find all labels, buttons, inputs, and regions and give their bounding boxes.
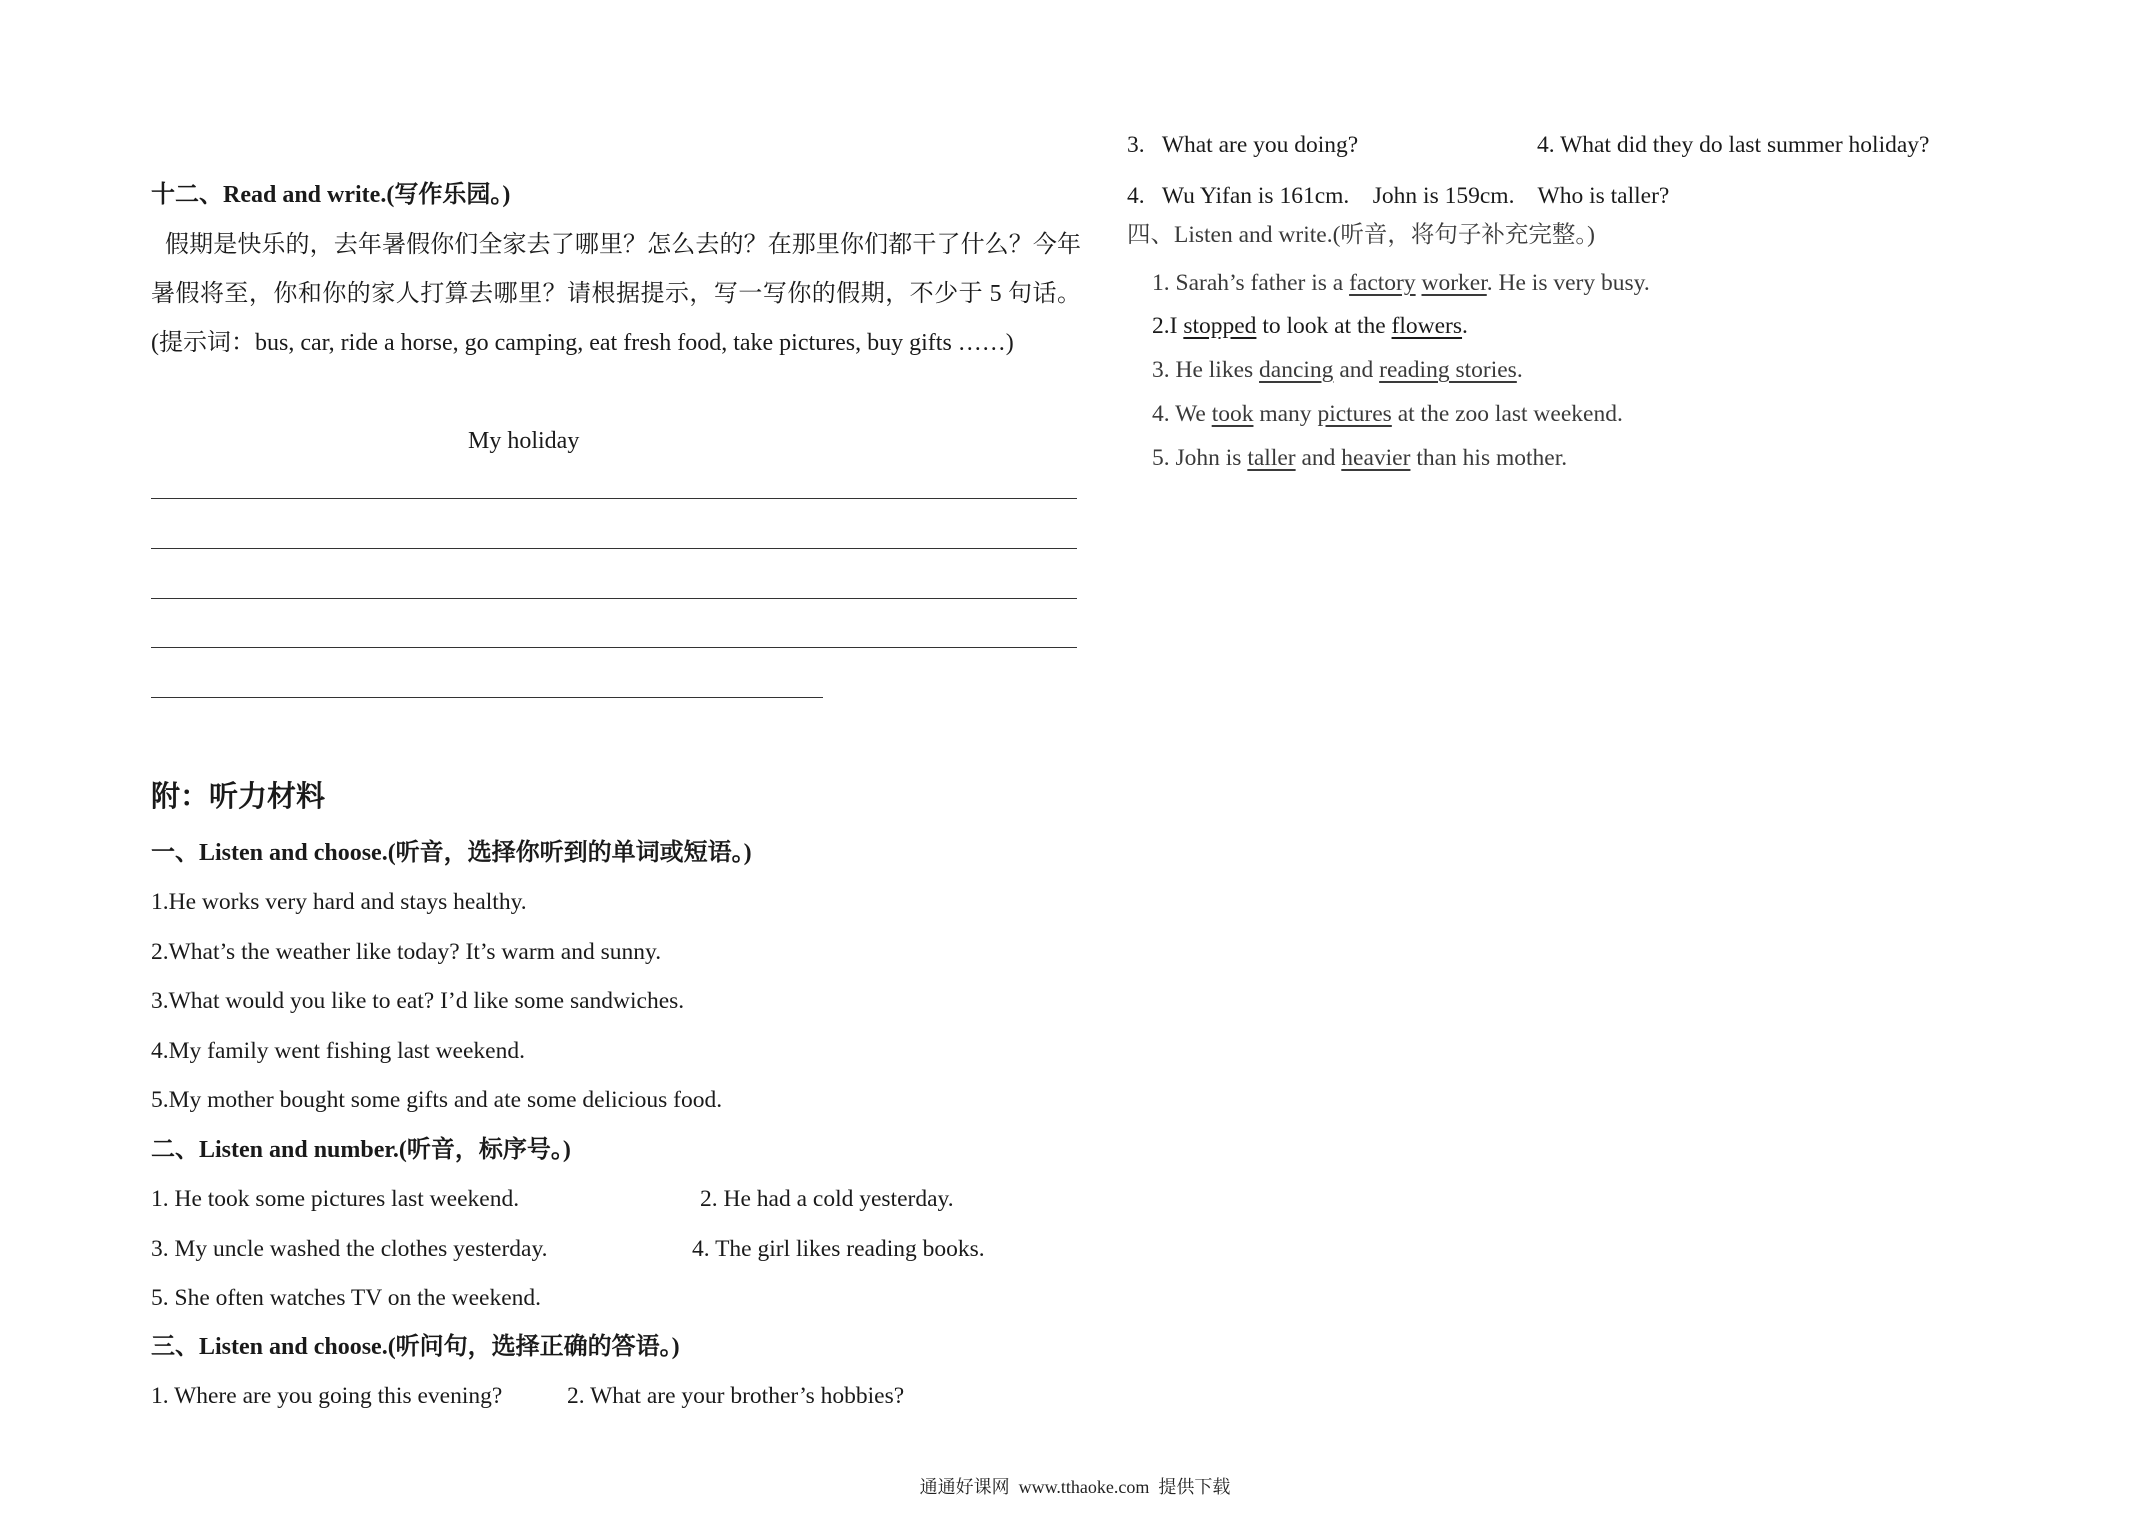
list-item: 4. Wu Yifan is 161cm. John is 159cm. Who is taller?	[1127, 183, 1670, 209]
sentence-text: than his mother.	[1410, 445, 1568, 471]
writing-line-5[interactable]	[151, 697, 823, 698]
list-item: 2.What’s the weather like today? It’s warm and sunny.	[151, 939, 662, 965]
fill-sentence-5	[1152, 443, 1567, 473]
writing-line-2[interactable]	[151, 548, 1077, 549]
appendix-title: 附：听力材料	[151, 779, 326, 813]
sentence-text: and	[1333, 357, 1380, 383]
answer-blank: reading stories	[1379, 357, 1517, 383]
answer-blank: factory	[1349, 270, 1416, 296]
section-12-title: 十二、Read and write.(写作乐园。)	[151, 182, 511, 208]
sentence-text: 5. John is	[1152, 445, 1248, 471]
answer-blank: stopped	[1183, 313, 1257, 339]
answer-blank: dancing	[1259, 357, 1334, 383]
page-footer: 通通好课网 www.tthaoke.com 提供下载	[919, 1477, 1231, 1497]
list-item: 2. He had a cold yesterday.	[700, 1186, 954, 1212]
answer-blank: worker	[1421, 270, 1487, 296]
writing-line-4[interactable]	[151, 647, 1077, 648]
sentence-text: .	[1462, 313, 1468, 339]
list-item: 4. What did they do last summer holiday?	[1537, 132, 1930, 158]
answer-blank: flowers	[1391, 313, 1463, 339]
list-item: 3. My uncle washed the clothes yesterday.	[151, 1236, 548, 1262]
sentence-text: 4. We	[1152, 401, 1212, 427]
writing-line-1[interactable]	[151, 498, 1077, 499]
fill-sentence-1	[1152, 268, 1650, 298]
list-item: 1. Where are you going this evening?	[151, 1383, 503, 1409]
list-item: 4. The girl likes reading books.	[692, 1236, 985, 1262]
sentence-text: .	[1516, 357, 1523, 383]
fill-sentence-2	[1152, 311, 1468, 341]
answer-blank: heavier	[1341, 445, 1411, 471]
sentence-text: at the zoo last weekend.	[1391, 401, 1623, 427]
listening-section-2-title: 二、Listen and number.(听音，标序号。)	[151, 1137, 571, 1163]
sentence-text: 3. He likes	[1152, 357, 1260, 383]
answer-blank: pictures	[1317, 401, 1392, 427]
sentence-text: to look at the	[1256, 313, 1392, 339]
fill-sentence-4	[1152, 399, 1623, 429]
list-item: 2. What are your brother’s hobbies?	[567, 1383, 905, 1409]
writing-line-3[interactable]	[151, 598, 1077, 599]
sentence-text: . He is very busy.	[1486, 270, 1650, 296]
list-item: 1. He took some pictures last weekend.	[151, 1186, 520, 1212]
list-item: 3.What would you like to eat? I’d like some sandwiches.	[151, 988, 685, 1014]
writing-prompt: 假期是快乐的，去年暑假你们全家去了哪里？怎么去的？在那里你们都干了什么？今年暑假将至，你和你的家人打算去哪里？请根据提示，写一写你的假期，不少于 5 句话。(提示词：bus, car, ride a horse, go camping, eat fresh food, take pictures, buy gifts ……)	[151, 232, 1081, 356]
answer-blank: taller	[1247, 445, 1296, 471]
answer-blank: took	[1211, 401, 1254, 427]
fill-sentence-3	[1152, 355, 1523, 385]
list-item: 1.He works very hard and stays healthy.	[151, 889, 527, 915]
list-item: 5. She often watches TV on the weekend.	[151, 1285, 542, 1311]
listening-section-1-title: 一、Listen and choose.(听音，选择你听到的单词或短语。)	[151, 840, 752, 866]
essay-title: My holiday	[468, 428, 580, 454]
list-item: 3. What are you doing?	[1127, 132, 1359, 158]
sentence-text: 2.I	[1152, 313, 1184, 339]
listening-section-3-title: 三、Listen and choose.(听问句，选择正确的答语。)	[151, 1334, 680, 1360]
list-item: 4.My family went fishing last weekend.	[151, 1038, 525, 1064]
sentence-text: 1. Sarah’s father is a	[1152, 270, 1350, 296]
sentence-text: and	[1295, 445, 1342, 471]
listening-section-4-title: 四、Listen and write.(听音，将句子补充完整。)	[1127, 222, 1595, 248]
sentence-text: many	[1253, 401, 1318, 427]
list-item: 5.My mother bought some gifts and ate some delicious food.	[151, 1087, 723, 1113]
